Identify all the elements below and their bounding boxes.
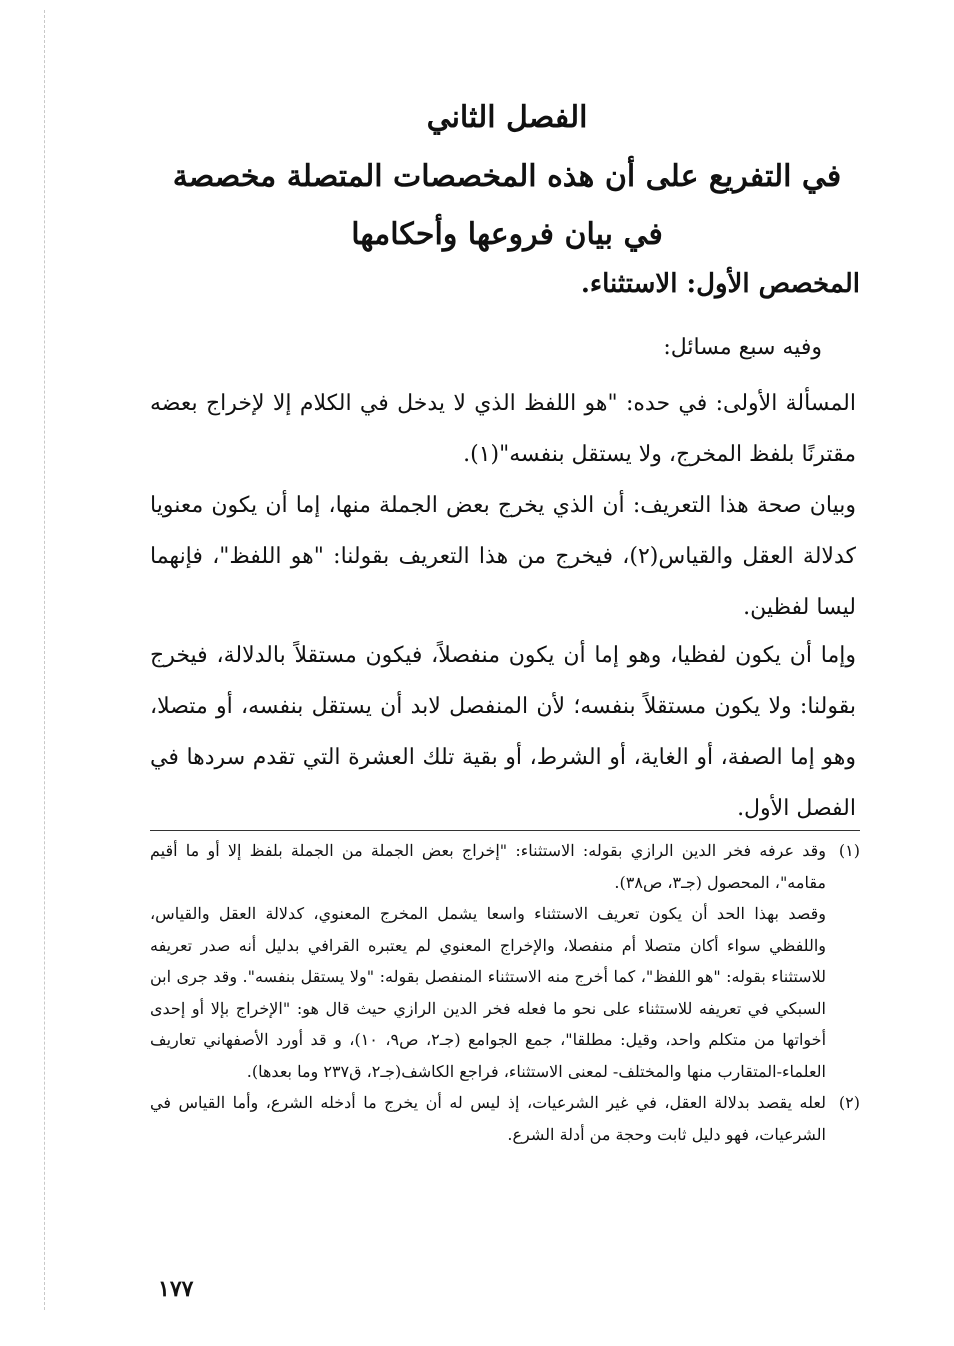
footnotes xyxy=(150,830,860,1150)
footnote-1-continuation: وقصد بهذا الحد أن يكون تعريف الاستثناء واسعا يشمل المخرج المعنوي، كدلالة العقل والقياس، واللفظي سواء أكان متصلا أم منفصلا، والإخراج المعنوي لم يعتبره القرافي بدليل أنه صدر تعريفه للاستثناء بقوله: "هو اللفظ"، كما أخرج منه الاستثناء المنفصل بقوله: "ولا يستقل بنفسه". وقد جرى ابن السبكي في تعريفه للاستثناء على نحو ما فعله فخر الدين الرازي حيث قال هو: "الإخراج بإلا أو إحدى أخواتها من متكلم واحد، وقيل: مطلقا"، جمع الجوامع (جـ٢، ص٩، ١٠)، و قد أورد الأصفهاني تعاريف العلماء-المتقارب منها والمختلف- لمعنى الاستثناء، فراجع الكاشف(جـ٢، ق٢٣٧ وما بعدها). xyxy=(150,904,827,1081)
paragraph-definition: المسألة الأولى: في حده: "هو اللفظ الذي لا يدخل في الكلام إلا لإخراج بعضه مقترنًا بلفظ المخرج، ولا يستقل بنفسه"(١). xyxy=(150,391,856,467)
chapter-subtitle-line-2: في بيان فروعها وأحكامها xyxy=(351,217,663,252)
footnote-1-text: وقد عرفه فخر الدين الرازي بقوله: الاستثناء: "إخراج بعض الجملة من الجملة بلفظ إلا أو ما أقيم مقامه"، المحصول (جـ٣، ص٣٨). xyxy=(150,841,826,892)
paragraph-explanation: وبيان صحة هذا التعريف: أن الذي يخرج بعض الجملة منها، إما أن يكون معنويا كدلالة العقل والقياس(٢)، فيخرج من هذا التعريف بقولنا: "هو اللفظ"، فإنهما ليسا لفظين. xyxy=(150,493,857,620)
footnote-2-number: (٢) xyxy=(838,1093,860,1112)
footnote-2-text: لعله يقصد بدلالة العقل، في غير الشرعيات، إذ ليس له أن يخرج ما أدخله الشرع، وأما القياس في الشرعيات، فهو دليل ثابت وحجة من أدلة الشرع. xyxy=(150,1093,826,1144)
footnote-1-number: (١) xyxy=(838,841,860,860)
chapter-heading xyxy=(120,98,894,264)
margin-guide-line xyxy=(44,10,45,1310)
section-title: المخصص الأول: الاستثناء. xyxy=(580,269,860,299)
footnote-2 xyxy=(150,1087,860,1150)
footnote-1 xyxy=(150,835,860,898)
page-number: ١٧٧ xyxy=(158,1276,194,1302)
paragraph-intro: وفيه سبع مسائل: xyxy=(663,335,822,360)
chapter-subtitle-line-1: في التفريع على أن هذه المخصصات المتصلة مخصصة xyxy=(172,159,842,194)
paragraph-verbal: وإما أن يكون لفظيا، وهو إما أن يكون منفصلاً، فيكون مستقلاً بالدلالة، فيخرج بقولنا: ولا يكون مستقلاً بنفسه؛ لأن المنفصل لابد أن يستقل بنفسه، أو متصلا، وهو إما الصفة، أو الغاية، أو الشرط، أو بقية تلك العشرة التي تقدم سردها في الفصل الأول. xyxy=(150,643,856,821)
chapter-title: الفصل الثاني xyxy=(426,100,588,135)
